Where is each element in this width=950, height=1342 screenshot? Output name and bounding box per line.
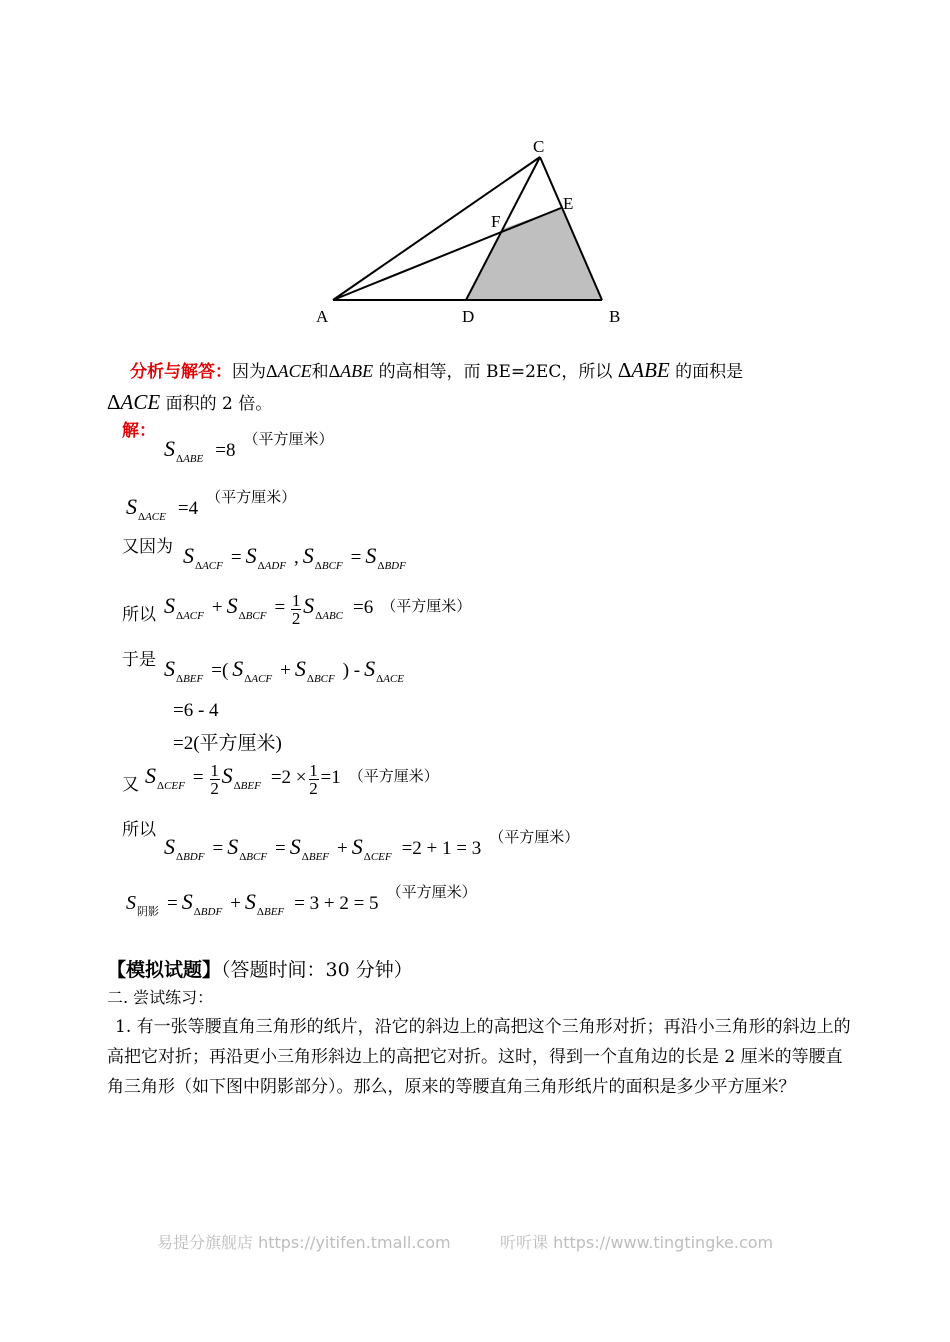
solution-label: 解：: [122, 421, 156, 441]
mock-title-bracket: 【模拟试题】: [107, 959, 222, 981]
eq-line-4: $S_{\Delta ACF} + S_{\Delta BCF}$ = $\frac{1}{2}$ $S_{\Delta ABC} =6$ （平方厘米）: [164, 591, 472, 628]
problem-text: 1. 有一张等腰直角三角形的纸片，沿它的斜边上的高把这个三角形对折；再沿小三角形的斜边上的高把它对折；再沿更小三角形斜边上的高把它对折。这时，得到一个直角边的长是 2 厘米的等腰直角三角形（如下图中阴影部分）。那么，原来的等腰直角三角形纸片的面积是多少平方厘米？: [107, 1017, 851, 1097]
analysis-text-b: 的高相等，而 BE=2EC，所以: [378, 362, 613, 382]
point-label-a: A: [316, 307, 329, 326]
analysis-and: 和: [311, 362, 329, 382]
eq-line-5-prefix: 于是: [122, 650, 156, 670]
eq-line-8-prefix: 又: [122, 775, 139, 795]
eq-line-2: $S_{\Delta ACE} =4$ （平方厘米）: [126, 490, 297, 523]
eq-line-1: $S_{\Delta ABE} =8$ （平方厘米）: [164, 432, 334, 465]
analysis-text-a: 因为: [232, 362, 266, 382]
eq-line-8: $S_{\Delta CEF}$ = $\frac{1}{2}$ $S_{\Delta BEF} =2$ × $\frac{1}{2}$ =1 （平方厘米）: [145, 761, 439, 798]
point-label-c: C: [533, 137, 545, 156]
eq-line-7: =2(平方厘米): [173, 733, 282, 754]
analysis-line-1: 分析与解答：因为ΔACE和ΔABE 的高相等，而 BE=2EC，所以 ΔABE 的面积是: [130, 358, 744, 382]
footer-right: 听听课 https://www.tingtingke.com: [500, 1233, 774, 1252]
eq-line-3: $S_{\Delta ACF} = S_{\Delta ADF}$ , $S_{\Delta BCF} = S_{\Delta BDF}$: [183, 543, 406, 572]
tri-abe: ABE: [340, 361, 374, 381]
mock-title: [107, 955, 413, 982]
eq-line-9: $S_{\Delta BDF} = S_{\Delta BCF} = S_{\Delta BEF} + S_{\Delta CEF} =2 + 1 = 3$ （平方厘米）: [164, 830, 580, 863]
eq-line-9-prefix: 所以: [122, 820, 156, 840]
eq-line-5: $S_{\Delta BEF}$ =( $S_{\Delta ACF} + S_{\Delta BCF}$ ) - $S_{\Delta ACE}$: [164, 656, 404, 685]
eq-line-3-prefix: 又因为: [122, 537, 173, 557]
eq-line-4-prefix: 所以: [122, 605, 156, 625]
analysis-line-2: ΔACE 面积的 2 倍。: [107, 390, 273, 414]
section-heading: 二. 尝试练习：: [107, 988, 214, 1007]
tri-ace: ACE: [277, 361, 312, 381]
analysis-label: 分析与解答：: [130, 362, 232, 382]
analysis-text-c: 的面积是: [675, 362, 744, 382]
eq-line-6: =6 - 4: [173, 700, 219, 721]
point-label-b: B: [609, 307, 621, 326]
point-label-e: E: [563, 194, 574, 213]
triangle-figure: [0, 0, 950, 340]
mock-title-time: （答题时间：30 分钟）: [221, 959, 413, 981]
point-label-d: D: [462, 307, 475, 326]
analysis-text-d: 面积的 2 倍。: [165, 394, 273, 414]
tri-abe-2: ABE: [631, 358, 670, 382]
eq-line-10: $S_{阴影} = S_{\Delta BDF} + S_{\Delta BEF} = 3 + 2 = 5$ （平方厘米）: [126, 885, 477, 918]
footer-left: 易提分旗舰店 https://yitifen.tmall.com: [157, 1233, 451, 1252]
tri-ace-2: ACE: [120, 390, 161, 414]
point-label-f: F: [491, 212, 501, 231]
